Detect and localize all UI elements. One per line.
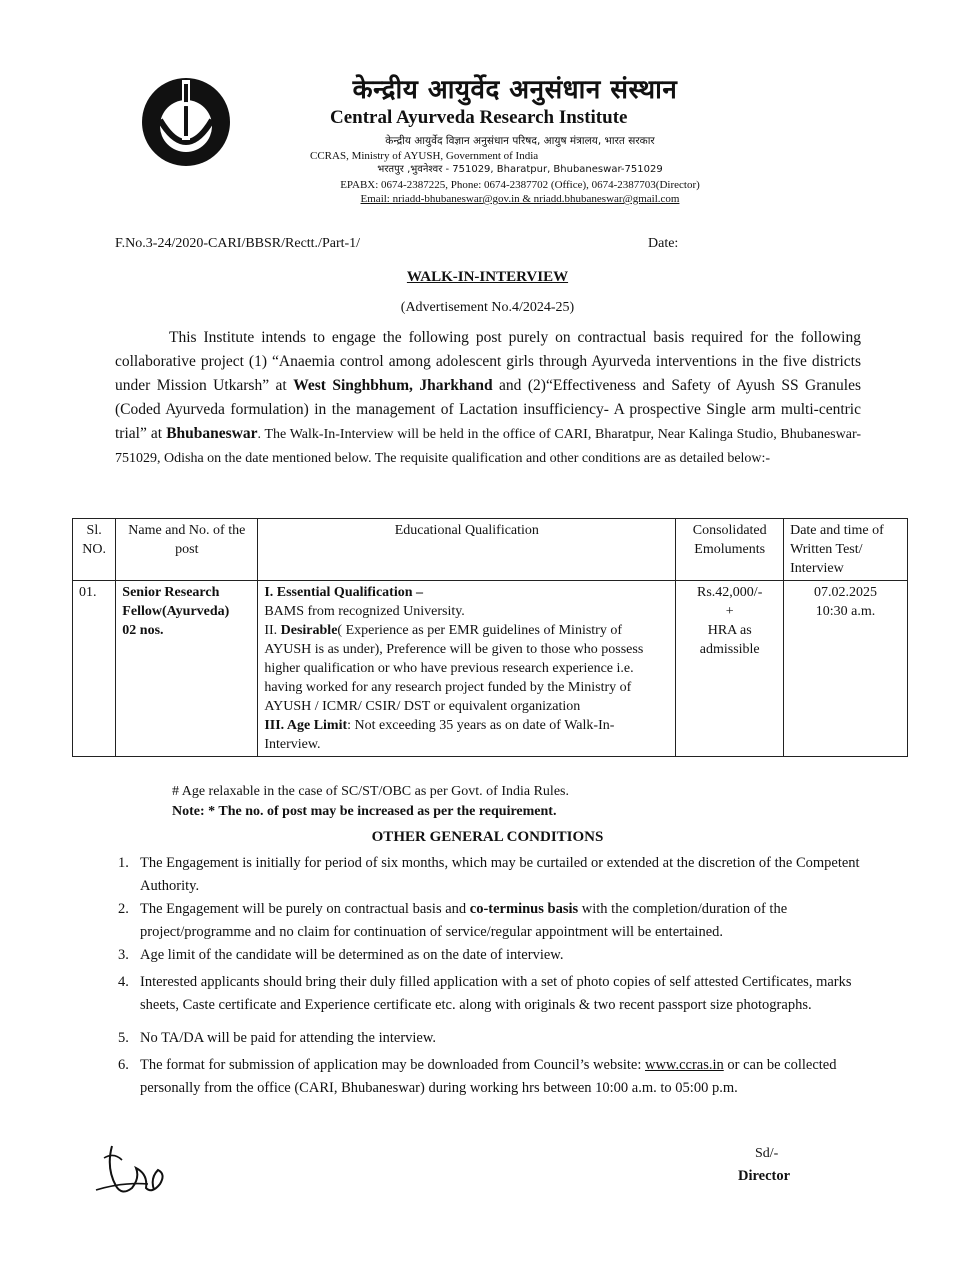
desirable-label: Desirable xyxy=(280,623,338,638)
council-name-hindi: केन्द्रीय आयुर्वेद विज्ञान अनुसंधान परिषद, आयुष मंत्रालय, भारत सरकार xyxy=(385,135,655,147)
list-item xyxy=(118,1027,866,1050)
emolument-plus: + xyxy=(725,604,734,619)
ministry-line: CCRAS, Ministry of AYUSH, Government of India xyxy=(310,149,539,162)
essential-label: I. Essential Qualification – xyxy=(264,585,423,600)
cell-emoluments xyxy=(676,581,784,757)
list-item xyxy=(118,944,866,967)
signed-label: Sd/- xyxy=(755,1146,779,1161)
interview-time: 10:30 a.m. xyxy=(815,604,876,619)
address-line: भरतपुर ,भुवनेश्वर - 751029, Bharatpur, Bhubaneswar-751029 xyxy=(377,164,663,175)
intro-text-2: and (2)“Effectiveness and Safety of Ayush SS Granules (Coded Ayurveda formulation) in the management of Lactation insufficiency- A prospective Single arm multi-centric trial” at xyxy=(115,377,862,442)
conditions-title: OTHER GENERAL CONDITIONS xyxy=(371,829,604,845)
signatory-designation: Director xyxy=(738,1168,791,1184)
intro-location-2: Bhubaneswar xyxy=(166,425,258,442)
condition-text: The Engagement will be purely on contractual basis and xyxy=(140,901,470,917)
age-block xyxy=(264,716,669,754)
intro-text-1: This Institute intends to engage the following post purely on contractual basis required for the following collaborative project (1) “Anaemia control among adolescent girls through Ayurveda interventions in the five districts under Mission Utkarsh” at xyxy=(115,329,861,394)
list-item xyxy=(118,898,866,944)
col-header-interview: Date and time of Written Test/ Interview xyxy=(784,519,908,581)
condition-text: Interested applicants should bring their duly filled application with a set of photo copies of self attested Certificates, marks sheets, Caste certificate and Experience certificate etc. along with originals & two recent passport size photographs. xyxy=(140,974,852,1013)
list-item xyxy=(118,971,866,1017)
cell-sl: 01. xyxy=(73,581,116,757)
intro-text-3: . The Walk-In-Interview will be held in the office of CARI, Bharatpur, Near Kalinga Studio, Bhubaneswar-751029, Odisha on the date mentioned below. The requisite qualification and other conditions are as detailed below:- xyxy=(115,427,862,466)
condition-text: Age limit of the candidate will be determined as on the date of interview. xyxy=(140,947,564,963)
condition-text: with the completion/duration of the project/programme and no claim for continuation of service/regular appointment will be entertained. xyxy=(140,901,788,940)
qualification-table xyxy=(72,518,908,757)
intro-location-1: West Singhbhum, Jharkhand xyxy=(293,377,493,394)
age-relaxation-note: # Age relaxable in the case of SC/ST/OBC as per Govt. of India Rules. xyxy=(172,784,569,799)
col-header-post: Name and No. of the post xyxy=(116,519,258,581)
council-website-link[interactable]: www.ccras.in xyxy=(644,1057,724,1073)
file-number: F.No.3-24/2020-CARI/BBSR/Rectt./Part-1/ xyxy=(115,236,361,251)
emolument-amount: Rs.42,000/- xyxy=(697,585,763,600)
condition-text: The Engagement is initially for period of six months, which may be curtailed or extended at the discretion of the Competent Authority. xyxy=(140,855,860,894)
email-line[interactable]: Email: nriadd-bhubaneswar@gov.in & nriadd.bhubaneswar@gmail.com xyxy=(360,193,680,205)
date-label: Date: xyxy=(648,236,679,251)
institute-name-hindi: केन्द्रीय आयुर्वेद अनुसंधान संस्थान xyxy=(352,75,678,105)
institute-name-english: Central Ayurveda Research Institute xyxy=(330,107,628,128)
conditions-list xyxy=(118,852,866,1100)
list-item xyxy=(118,852,866,898)
condition-text: or can be collected personally from the office (CARI, Bhubaneswar) during working hrs between 10:00 a.m. to 05:00 p.m. xyxy=(140,1057,837,1096)
condition-number: 5. xyxy=(118,1030,129,1046)
essential-text: BAMS from recognized University. xyxy=(264,604,465,619)
notes xyxy=(172,782,569,822)
age-label: III. Age Limit xyxy=(264,718,348,733)
signature-image xyxy=(92,1138,172,1204)
interview-date: 07.02.2025 xyxy=(814,585,878,600)
post-count: 02 nos. xyxy=(122,623,164,638)
emolument-hra: HRA as admissible xyxy=(699,623,760,657)
list-item xyxy=(118,1054,866,1100)
cell-post xyxy=(116,581,258,757)
condition-number: 4. xyxy=(118,974,129,990)
condition-text: The format for submission of application may be downloaded from Council’s website: xyxy=(140,1057,645,1073)
condition-number: 3. xyxy=(118,947,129,963)
cell-qualification xyxy=(258,581,676,757)
institute-logo xyxy=(138,74,234,170)
age-text: : Not exceeding 35 years as on date of Walk-In-Interview. xyxy=(264,718,615,752)
col-header-sl: Sl. NO. xyxy=(73,519,116,581)
phone-line: EPABX: 0674-2387225, Phone: 0674-2387702 (Office), 0674-2387703(Director) xyxy=(340,178,700,191)
condition-number: 1. xyxy=(118,855,129,871)
post-increase-note: Note: * The no. of post may be increased as per the requirement. xyxy=(172,804,557,819)
table-header-row xyxy=(73,519,908,581)
header-details xyxy=(310,134,730,207)
col-header-emoluments: Consolidated Emoluments xyxy=(676,519,784,581)
table-row xyxy=(73,581,908,757)
intro-paragraph xyxy=(115,326,861,470)
advertisement-number: (Advertisement No.4/2024-25) xyxy=(400,300,575,315)
desirable-prefix: II. xyxy=(264,623,281,638)
page-title: WALK-IN-INTERVIEW xyxy=(406,269,569,285)
desirable-block xyxy=(264,621,669,716)
condition-bold-text: co-terminus basis xyxy=(469,901,579,917)
post-name: Senior Research Fellow(Ayurveda) xyxy=(122,585,230,619)
condition-text: No TA/DA will be paid for attending the interview. xyxy=(140,1030,437,1046)
condition-number: 2. xyxy=(118,901,129,917)
col-header-qualification: Educational Qualification xyxy=(258,519,676,581)
desirable-text: ( Experience as per EMR guidelines of Ministry of AYUSH is as under), Preference will be given to those who possess higher qualification or who have previous research experience i.e. having worked for any research project funded by the Ministry of AYUSH / ICMR/ CSIR/ DST or equivalent organization xyxy=(264,623,644,714)
condition-number: 6. xyxy=(118,1057,129,1073)
cell-interview xyxy=(784,581,908,757)
